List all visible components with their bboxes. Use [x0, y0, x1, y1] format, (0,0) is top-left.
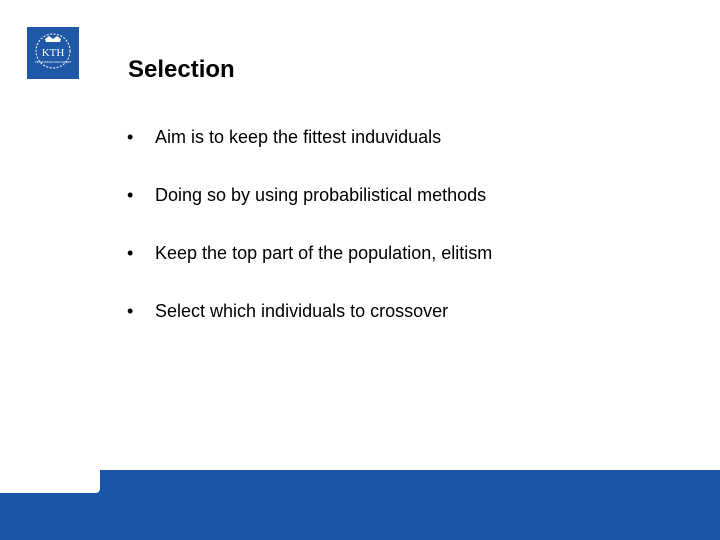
bullet-marker: •: [127, 127, 134, 147]
logo-text-main: KTH: [41, 47, 65, 59]
bullet-item: [127, 241, 492, 299]
logo-text-sub: VETENSKAP OCH KONST: [34, 60, 72, 64]
bullet-item: [127, 125, 492, 183]
bullet-marker: •: [127, 301, 134, 321]
bullet-item: [127, 183, 492, 241]
bullet-item: [127, 299, 492, 357]
bullet-text: Aim is to keep the fittest induviduals: [155, 127, 442, 147]
bullet-text: Select which individuals to crossover: [155, 301, 449, 321]
bullet-text: Keep the top part of the population, elitism: [155, 243, 493, 263]
bullet-text: Doing so by using probabilistical methods: [155, 185, 487, 205]
kth-logo: [27, 27, 79, 79]
bullet-list: [127, 125, 492, 357]
slide-title: Selection: [128, 56, 235, 83]
bullet-marker: •: [127, 243, 134, 263]
bullet-marker: •: [127, 185, 134, 205]
